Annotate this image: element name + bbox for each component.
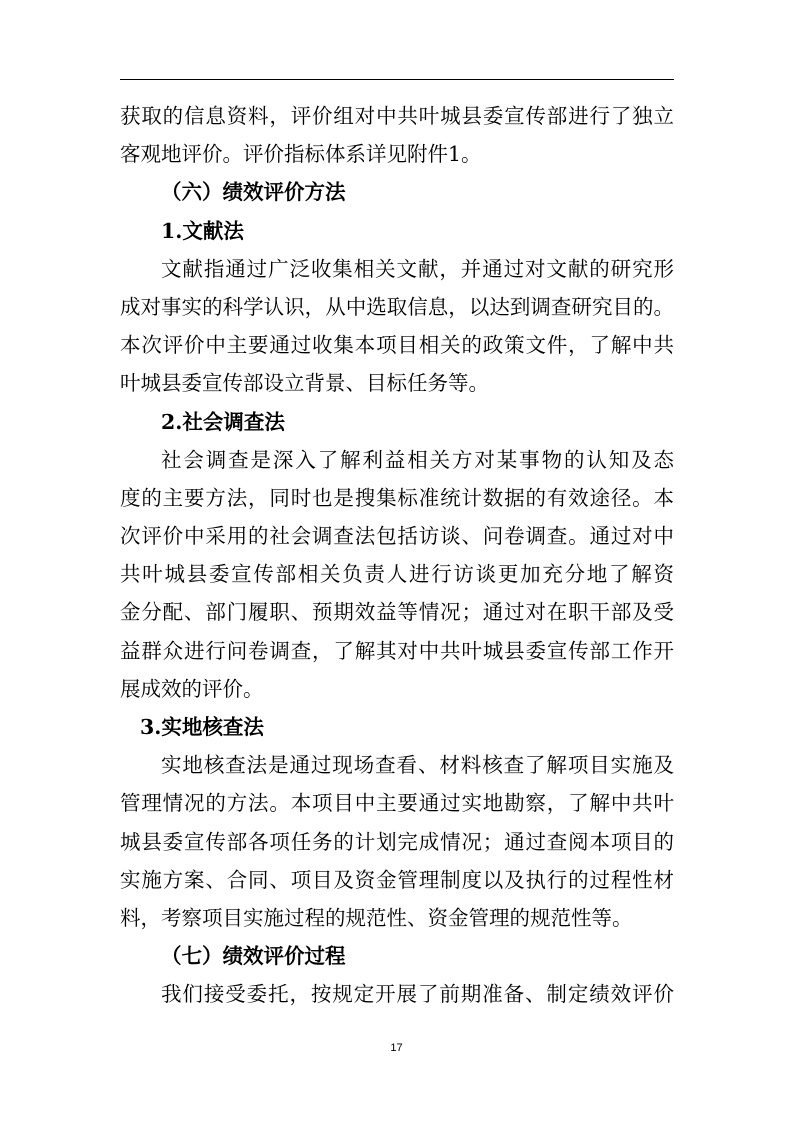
paragraph-line: 实施方案、合同、项目及资金管理制度以及执行的过程性材 xyxy=(120,867,674,892)
paragraph-line: 成对事实的科学认识，从中选取信息，以达到调查研究目的。 xyxy=(120,294,674,319)
header-rule xyxy=(120,79,674,80)
subsection-heading: 2.社会调查法 xyxy=(161,409,285,434)
subsection-heading: 3.实地核查法 xyxy=(140,715,264,739)
paragraph-line: 本次评价中主要通过收集本项目相关的政策文件，了解中共 xyxy=(120,333,674,358)
document-body xyxy=(120,97,674,1014)
section-heading: （六）绩效评价方法 xyxy=(161,180,346,205)
paragraph-line: 叶城县委宣传部设立背景、目标任务等。 xyxy=(120,371,489,396)
paragraph-line: 社会调查是深入了解利益相关方对某事物的认知及态 xyxy=(161,447,674,472)
paragraph-line: 管理情况的方法。本项目中主要通过实地勘察，了解中共叶 xyxy=(120,791,674,816)
section-heading: （七）绩效评价过程 xyxy=(161,944,346,969)
paragraph-line: 展成效的评价。 xyxy=(120,676,264,701)
paragraph-line: 客观地评价。评价指标体系详见附件1。 xyxy=(120,142,482,167)
paragraph-line: 实地核查法是通过现场查看、材料核查了解项目实施及 xyxy=(161,753,674,778)
paragraph-line: 度的主要方法，同时也是搜集标准统计数据的有效途径。本 xyxy=(120,485,674,510)
paragraph-line: 我们接受委托，按规定开展了前期准备、制定绩效评价 xyxy=(161,982,674,1007)
paragraph-line: 益群众进行问卷调查，了解其对中共叶城县委宣传部工作开 xyxy=(120,638,674,663)
paragraph-line: 金分配、部门履职、预期效益等情况；通过对在职干部及受 xyxy=(120,600,674,625)
subsection-heading: 1.文献法 xyxy=(161,218,244,243)
paragraph-line: 共叶城县委宣传部相关负责人进行访谈更加充分地了解资 xyxy=(120,562,674,587)
page-number: 17 xyxy=(390,1042,403,1054)
paragraph-line: 次评价中采用的社会调查法包括访谈、问卷调查。通过对中 xyxy=(120,524,674,549)
paragraph-line: 获取的信息资料，评价组对中共叶城县委宣传部进行了独立 xyxy=(120,104,674,128)
paragraph-line: 料，考察项目实施过程的规范性、资金管理的规范性等。 xyxy=(120,905,633,930)
paragraph-line: 文献指通过广泛收集相关文献，并通过对文献的研究形 xyxy=(161,256,674,281)
paragraph-line: 城县委宣传部各项任务的计划完成情况；通过查阅本项目的 xyxy=(120,829,674,854)
